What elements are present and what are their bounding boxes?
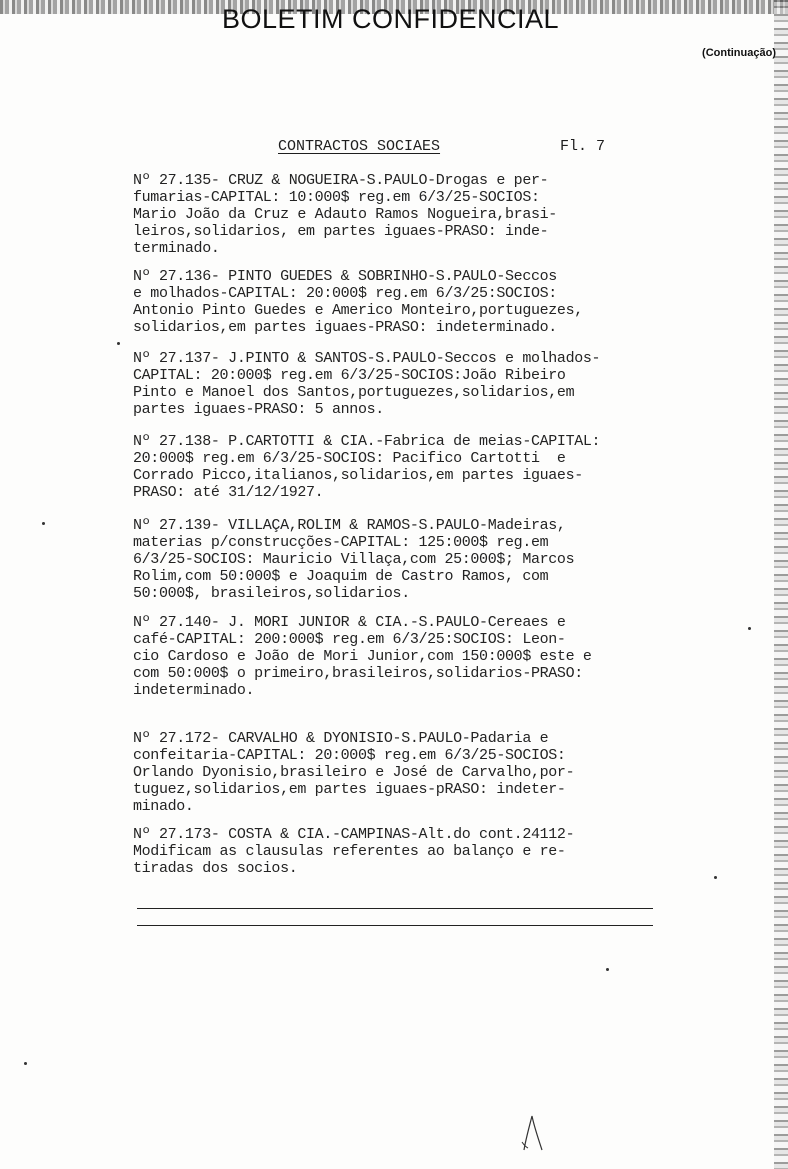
closing-rule-top <box>137 908 653 909</box>
section-title: CONTRACTOS SOCIAES <box>278 138 441 155</box>
closing-rule-bottom <box>137 925 653 926</box>
contract-entry-27138: Nº 27.138- P.CARTOTTI & CIA.-Fabrica de meias-CAPITAL: 20:000$ reg.em 6/3/25-SOCIOS: Pacifico Cartotti e Corrado Picco,italianos,solidarios,em partes iguaes- PRASO: até 31/12/1927. <box>133 433 601 501</box>
contract-entry-27136: Nº 27.136- PINTO GUEDES & SOBRINHO-S.PAULO-Seccos e molhados-CAPITAL: 20:000$ reg.em 6/3/25:SOCIOS: Antonio Pinto Guedes e Americo Monteiro,portuguezes, solidarios,em partes iguaes-PRASO: indeterminado. <box>133 268 583 336</box>
contract-entry-27135: Nº 27.135- CRUZ & NOGUEIRA-S.PAULO-Drogas e per- fumarias-CAPITAL: 10:000$ reg.em 6/3/25-SOCIOS: Mario João da Cruz e Adauto Ramos Nogueira,brasi- leiros,solidarios, em partes iguaes-PRASO: inde- terminado. <box>133 172 557 257</box>
contract-entry-27172: Nº 27.172- CARVALHO & DYONISIO-S.PAULO-Padaria e confeitaria-CAPITAL: 20:000$ reg.em 6/3/25-SOCIOS: Orlando Dyonisio,brasileiro e José de Carvalho,por- tuguez,solidarios,em partes iguaes-pRASO: indeter- minado. <box>133 730 575 815</box>
handwritten-mark <box>516 1112 546 1154</box>
contract-entry-27140: Nº 27.140- J. MORI JUNIOR & CIA.-S.PAULO-Cereaes e café-CAPITAL: 200:000$ reg.em 6/3/25:SOCIOS: Leon- cio Cardoso e João de Mori Junior,com 150:000$ este e com 50:000$ o primeiro,brasileiros,solidarios-PRASO: indeterminado. <box>133 614 592 699</box>
scan-speck <box>714 876 717 879</box>
scan-speck <box>748 627 751 630</box>
scan-speck <box>117 342 120 345</box>
continuation-label: (Continuação) <box>702 47 776 59</box>
bulletin-title: BOLETIM CONFIDENCIAL <box>222 4 560 34</box>
folio-number: Fl. 7 <box>560 138 606 155</box>
contract-entry-27137: Nº 27.137- J.PINTO & SANTOS-S.PAULO-Seccos e molhados- CAPITAL: 20:000$ reg.em 6/3/25-SOCIOS:João Ribeiro Pinto e Manoel dos Santos,portuguezes,solidarios,em partes iguaes-PRASO: 5 annos. <box>133 350 601 418</box>
contract-entry-27139: Nº 27.139- VILLAÇA,ROLIM & RAMOS-S.PAULO-Madeiras, materias p/construcções-CAPITAL: 125:000$ reg.em 6/3/25-SOCIOS: Mauricio Villaça,com 25:000$; Marcos Rolim,com 50:000$ e Joaquim de Castro Ramos, com 50:000$, brasileiros,solidarios. <box>133 517 575 602</box>
scan-edge-right <box>774 0 788 1169</box>
scan-speck <box>42 522 45 525</box>
scan-speck <box>24 1062 27 1065</box>
scan-speck <box>606 968 609 971</box>
contract-entry-27173: Nº 27.173- COSTA & CIA.-CAMPINAS-Alt.do cont.24112- Modificam as clausulas referentes ao balanço e re- tiradas dos socios. <box>133 826 575 877</box>
